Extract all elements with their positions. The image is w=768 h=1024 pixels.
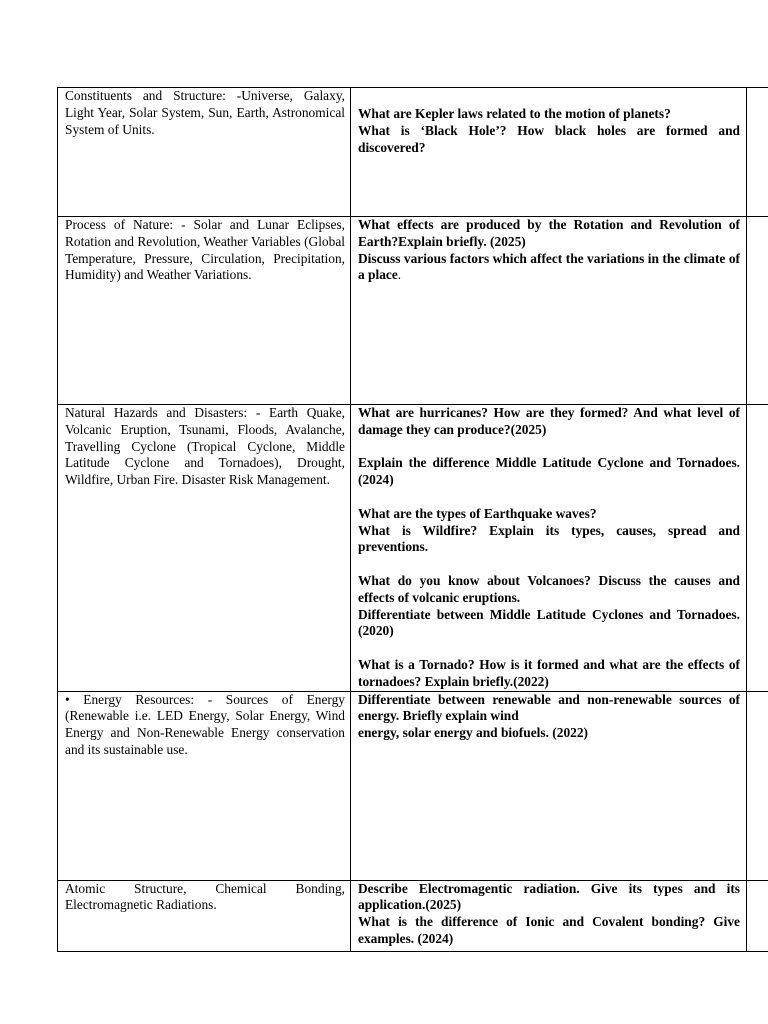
- table-row: [58, 691, 768, 880]
- spacer: [358, 556, 740, 573]
- question: Differentiate between Middle Latitude Cyclones and Tornadoes.(2020): [358, 606, 740, 639]
- questions-cell: [351, 691, 747, 880]
- question: Differentiate between renewable and non-renewable sources of energy. Briefly explain wind: [358, 691, 740, 724]
- question: What is a Tornado? How is it formed and what are the effects of tornadoes? Explain briefly.(2022): [358, 656, 740, 689]
- question: What effects are produced by the Rotation and Revolution of Earth?Explain briefly. (2025): [358, 217, 740, 249]
- empty-cell: [747, 405, 768, 692]
- topic-cell: Natural Hazards and Disasters: - Earth Quake, Volcanic Eruption, Tsunami, Floods, Avalanche, Travelling Cyclone (Tropical Cyclone, Middle Latitude Cyclone and Tornadoes), Drought, Wildfire, Urban Fire. Disaster Risk Management.: [58, 405, 351, 692]
- table-row: [58, 405, 768, 692]
- spacer: [358, 489, 740, 506]
- empty-cell: [747, 691, 768, 880]
- table-row: [58, 88, 768, 217]
- syllabus-table: [57, 87, 768, 952]
- topic-cell: Atomic Structure, Chemical Bonding, Electromagnetic Radiations.: [58, 880, 351, 951]
- empty-cell: [747, 880, 768, 951]
- questions-cell: [351, 88, 747, 217]
- question: What do you know about Volcanoes? Discuss the causes and effects of volcanic eruptions.: [358, 572, 740, 605]
- topic-cell: Process of Nature: - Solar and Lunar Eclipses, Rotation and Revolution, Weather Variables (Global Temperature, Pressure, Circulation, Precipitation, Humidity) and Weather Variations.: [58, 217, 351, 405]
- empty-cell: [747, 88, 768, 217]
- question: [358, 251, 740, 285]
- topic-cell: Constituents and Structure: -Universe, Galaxy, Light Year, Solar System, Sun, Earth, Astronomical System of Units.: [58, 88, 351, 217]
- table-row: [58, 880, 768, 951]
- table-row: [58, 217, 768, 405]
- topic-cell: • Energy Resources: - Sources of Energy (Renewable i.e. LED Energy, Solar Energy, Wind Energy and Non-Renewable Energy conservation and its sustainable use.: [58, 691, 351, 880]
- questions-cell: [351, 217, 747, 405]
- question-text: Discuss various factors which affect the variations in the climate of a place: [358, 250, 740, 283]
- questions-cell: [351, 405, 747, 692]
- question: energy, solar energy and biofuels. (2022): [358, 725, 588, 741]
- question: What are hurricanes? How are they formed? And what level of damage they can produce?(2025): [358, 405, 740, 437]
- empty-cell: [747, 217, 768, 405]
- question: What are Kepler laws related to the motion of planets?: [358, 106, 671, 121]
- trailing-period: .: [397, 267, 402, 283]
- question: Describe Electromagentic radiation. Give its types and its application.(2025): [358, 880, 740, 913]
- question: Explain the difference Middle Latitude Cyclone and Tornadoes.(2024): [358, 455, 740, 488]
- question: What is Wildfire? Explain its types, causes, spread and preventions.: [358, 522, 740, 555]
- questions-cell: [351, 880, 747, 951]
- question: What is ‘Black Hole’? How black holes are formed and discovered?: [358, 122, 740, 155]
- question: What are the types of Earthquake waves?: [358, 505, 597, 521]
- question: What is the difference of Ionic and Covalent bonding? Give examples. (2024): [358, 914, 740, 946]
- spacer: [358, 640, 740, 657]
- spacer: [358, 439, 740, 456]
